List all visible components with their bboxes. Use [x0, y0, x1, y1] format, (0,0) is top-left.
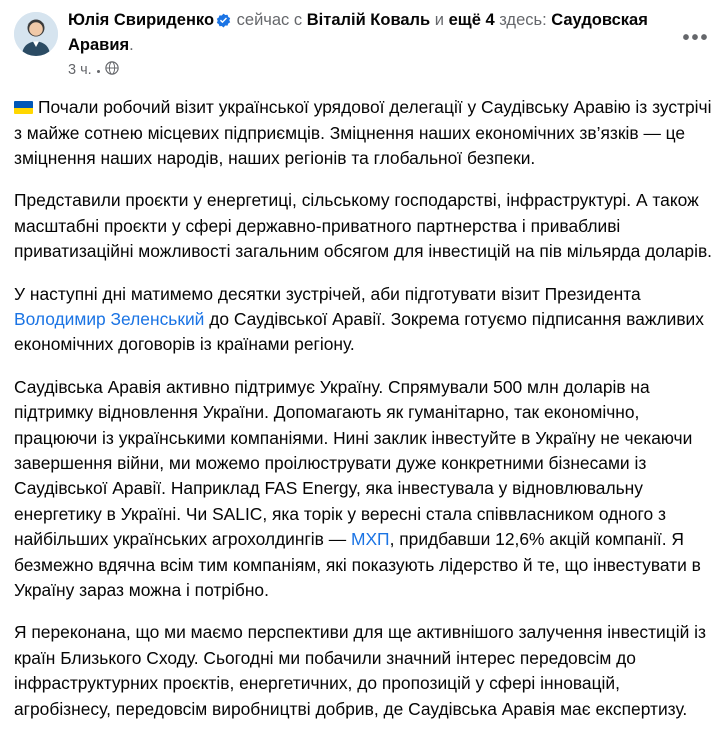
post-body — [14, 95, 713, 722]
globe-icon[interactable] — [105, 61, 119, 81]
post-mention-link[interactable]: Володимир Зеленський — [14, 309, 205, 329]
post-text: , придбавши 12,6% акцій компанії. Я безмежно вдячна всім тим компаніям, які показують лідерство й те, що інвестувати в Україну зараз можна і потрібно. — [14, 529, 701, 601]
post-paragraph — [14, 95, 713, 171]
verified-badge-icon — [216, 13, 231, 35]
tagged-person[interactable]: Віталій Коваль — [306, 11, 431, 29]
post-text: до Саудівської Аравії. Зокрема готуємо підписання важливих економічних договорів із країнами регіону. — [14, 309, 704, 355]
post-paragraph — [14, 282, 713, 358]
post-header — [14, 10, 713, 81]
header-period: . — [129, 35, 134, 54]
post-text: Почали робочий візит української урядової делегації у Саудівську Аравію із зустрічі з майже сотнею місцевих підприємців. Зміцнення наших економічних зв’язків — це зміцнення наших народів, наших регіонів та глобальної безпеки. — [14, 97, 712, 168]
post-text: Представили проєкти у енергетиці, сільському господарстві, інфраструктурі. А також масштабні проєкти у сфері державно-приватного партнерства і привабливі приватизаційні можливості загальним обсягом для інвестицій на пів мільярда доларів. — [14, 190, 713, 262]
post-paragraph — [14, 375, 713, 604]
meta-separator-dot — [97, 70, 100, 73]
post-meta-row — [68, 61, 673, 81]
here-text: здесь: — [499, 11, 547, 29]
post-text: У наступні дні матимемо десятки зустрічей, аби підготувати візит Президента — [14, 283, 641, 304]
post-timestamp[interactable]: 3 ч. — [68, 62, 92, 79]
with-text: сейчас с — [236, 11, 303, 29]
post-paragraph — [14, 620, 713, 722]
and-text: и — [434, 11, 444, 29]
post-header-text — [68, 10, 713, 81]
post-text: Саудівська Аравія активно підтримує Україну. Спрямували 500 млн доларів на підтримку відновлення України. Допомагають як гуманітарно, так економічно, працюючи із українськими компаніями. Нині заклик інвестуйте в Україну не чекаючи завершення війни, ми можемо проілюструвати дуже конкретними бізнесами із Саудівської Аравії. Наприклад FAS Energy, яка інвестувала у відновлювальну енергетику в Україні. Чи SALIC, яка торік у вересні стала співвласником одного з найбільших українських агрохолдингів — — [14, 376, 693, 550]
location-name[interactable]: Саудовская Аравия — [68, 11, 648, 54]
more-tagged-link[interactable]: ещё 4 — [448, 11, 495, 29]
user-avatar-image — [14, 12, 58, 56]
post-mention-link[interactable]: МХП — [350, 529, 390, 550]
post-text: Я переконана, що ми маємо перспективи для ще активнішого залучення інвестицій із країн Близького Сходу. Сьогодні ми побачили значний інтерес передовсім до інфраструктурних проєктів, енергетичних, до пропозицій у сфері інновацій, агробізнесу, передовсім виробництві добрив, де Саудівська Аравія має експертизу. — [14, 622, 706, 719]
post-paragraph — [14, 188, 713, 264]
author-name[interactable]: Юлія Свириденко — [68, 11, 215, 29]
avatar[interactable] — [14, 12, 58, 56]
more-options-icon[interactable]: ••• — [682, 27, 710, 49]
ukraine-flag-icon — [14, 101, 33, 114]
